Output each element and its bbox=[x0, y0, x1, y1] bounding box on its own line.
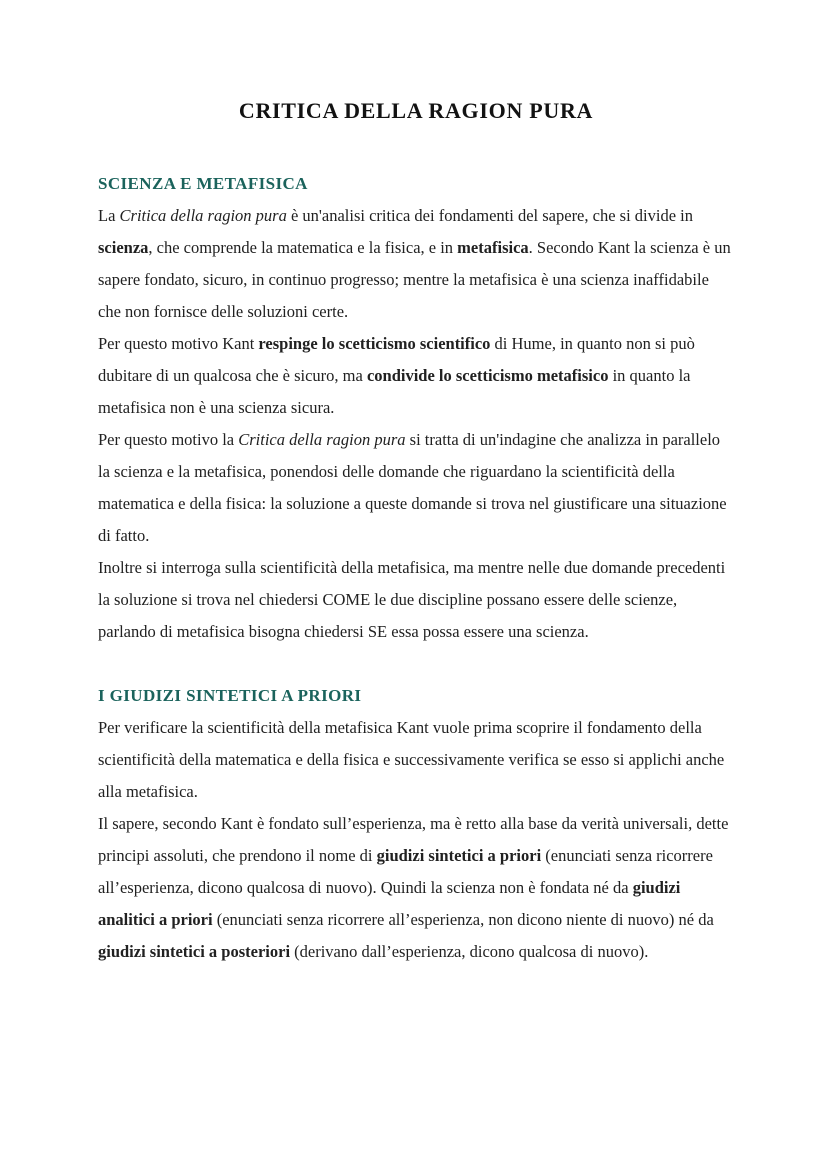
text-run: . Secondo Kant la scienza è un sapere fondato, sicuro, in continuo progresso; mentre la metafisica è una scienza inaffidabile che non fornisce delle soluzioni certe. bbox=[98, 238, 731, 321]
text-run: giudizi analitici a priori bbox=[98, 878, 681, 929]
section bbox=[98, 680, 734, 968]
text-run: scienza bbox=[98, 238, 149, 257]
paragraph bbox=[98, 808, 734, 968]
text-run: condivide lo scetticismo metafisico bbox=[366, 366, 609, 385]
text-run: giudizi sintetici a posteriori bbox=[98, 942, 291, 961]
section-heading: I GIUDIZI SINTETICI A PRIORI bbox=[98, 686, 362, 705]
text-run: Critica della ragion pura bbox=[119, 206, 287, 225]
paragraph bbox=[98, 328, 734, 424]
text-run: Il sapere, secondo Kant è fondato sull’esperienza, ma è retto alla base da verità universali, dette principi assoluti, che prendono il nome di bbox=[98, 814, 729, 865]
text-run: Per questo motivo la bbox=[98, 430, 239, 449]
paragraph bbox=[98, 200, 734, 328]
document-title: CRITICA DELLA RAGION PURA bbox=[238, 98, 594, 123]
section bbox=[98, 168, 734, 648]
paragraph bbox=[98, 712, 734, 808]
paragraph bbox=[98, 424, 734, 552]
section-heading: SCIENZA E METAFISICA bbox=[98, 174, 308, 193]
text-run: (derivano dall’esperienza, dicono qualcosa di nuovo). bbox=[290, 942, 649, 961]
document-sections bbox=[98, 168, 734, 968]
text-run: di Hume, in quanto non si può dubitare di un qualcosa che è sicuro, ma bbox=[98, 334, 695, 385]
text-run: in quanto la metafisica non è una scienza sicura. bbox=[98, 366, 691, 417]
text-run: (enunciati senza ricorrere all’esperienza, dicono qualcosa di nuovo). Quindi la scienza non è fondata né da bbox=[98, 846, 713, 897]
text-run: , che comprende la matematica e la fisica, e in bbox=[148, 238, 458, 257]
text-run: (enunciati senza ricorrere all’esperienza, non dicono niente di nuovo) né da bbox=[212, 910, 714, 929]
text-run: Per verificare la scientificità della metafisica Kant vuole prima scoprire il fondamento della scientificità della matematica e della fisica e successivamente verifica se esso si applichi anche alla metafisica. bbox=[98, 718, 725, 801]
paragraph bbox=[98, 552, 734, 648]
text-run: Inoltre si interroga sulla scientificità della metafisica, ma mentre nelle due domande precedenti la soluzione si trova nel chiedersi COME le due discipline possano essere delle scienze, parlando di metafisica bisogna chiedersi SE essa possa essere una scienza. bbox=[98, 558, 726, 641]
text-run: La bbox=[98, 206, 120, 225]
text-run: metafisica bbox=[457, 238, 529, 257]
text-run: si tratta di un'indagine che analizza in parallelo la scienza e la metafisica, ponendosi delle domande che riguardano la scientificità della matematica e della fisica: la soluzione a queste domande si trova nel giustificare una situazione di fatto. bbox=[98, 430, 727, 545]
text-run: respinge lo scetticismo scientifico bbox=[258, 334, 491, 353]
text-run: giudizi sintetici a priori bbox=[376, 846, 542, 865]
text-run: è un'analisi critica dei fondamenti del sapere, che si divide in bbox=[286, 206, 693, 225]
text-run: Critica della ragion pura bbox=[238, 430, 406, 449]
text-run: Per questo motivo Kant bbox=[98, 334, 259, 353]
